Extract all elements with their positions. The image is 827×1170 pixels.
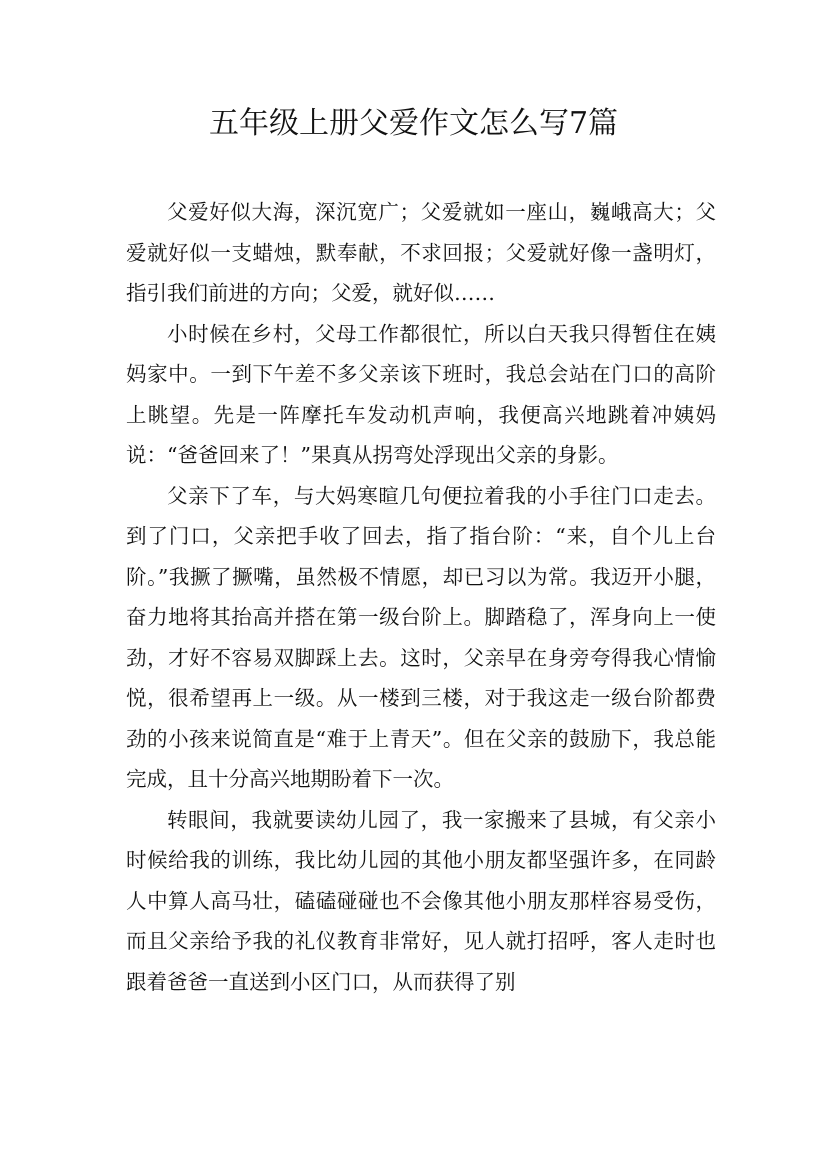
document-title: 五年级上册父爱作文怎么写7篇 <box>208 106 619 141</box>
paragraph-3: 父亲下了车，与大妈寒暄几句便拉着我的小手往门口走去。到了门口，父亲把手收了回去，指了指台阶：“来，自个儿上台阶。”我撅了撅嘴，虽然极不情愿，却已习以为常。我迈开小腿，奋力地将其抬高并搭在第一级台阶上。脚踏稳了，浑身向上一使劲，才好不容易双脚踩上去。这时，父亲早在身旁夸得我心情愉悦，很希望再上一级。从一楼到三楼，对于我这走一级台阶都费劲的小孩来说简直是“难于上青天”。但在父亲的鼓励下，我总能完成，且十分高兴地期盼着下一次。 <box>126 483 716 791</box>
paragraph-1: 父爱好似大海，深沉宽广；父爱就如一座山，巍峨高大；父爱就好似一支蜡烛，默奉献，不求回报；父爱就好像一盏明灯，指引我们前进的方向；父爱，就好似…… <box>126 200 716 305</box>
paragraph-2: 小时候在乡村，父母工作都很忙，所以白天我只得暂住在姨妈家中。一到下午差不多父亲该下班时，我总会站在门口的高阶上眺望。先是一阵摩托车发动机声响，我便高兴地跳着冲姨妈说：“爸爸回来了！”果真从拐弯处浮现出父亲的身影。 <box>126 321 716 467</box>
document-body <box>126 192 716 1002</box>
paragraph-4: 转眼间，我就要读幼儿园了，我一家搬来了县城，有父亲小时候给我的训练，我比幼儿园的其他小朋友都坚强许多，在同龄人中算人高马壮，磕磕碰碰也不会像其他小朋友那样容易受伤，而且父亲给予我的礼仪教育非常好，见人就打招呼，客人走时也跟着爸爸一直送到小区门口，从而获得了别 <box>126 807 716 994</box>
